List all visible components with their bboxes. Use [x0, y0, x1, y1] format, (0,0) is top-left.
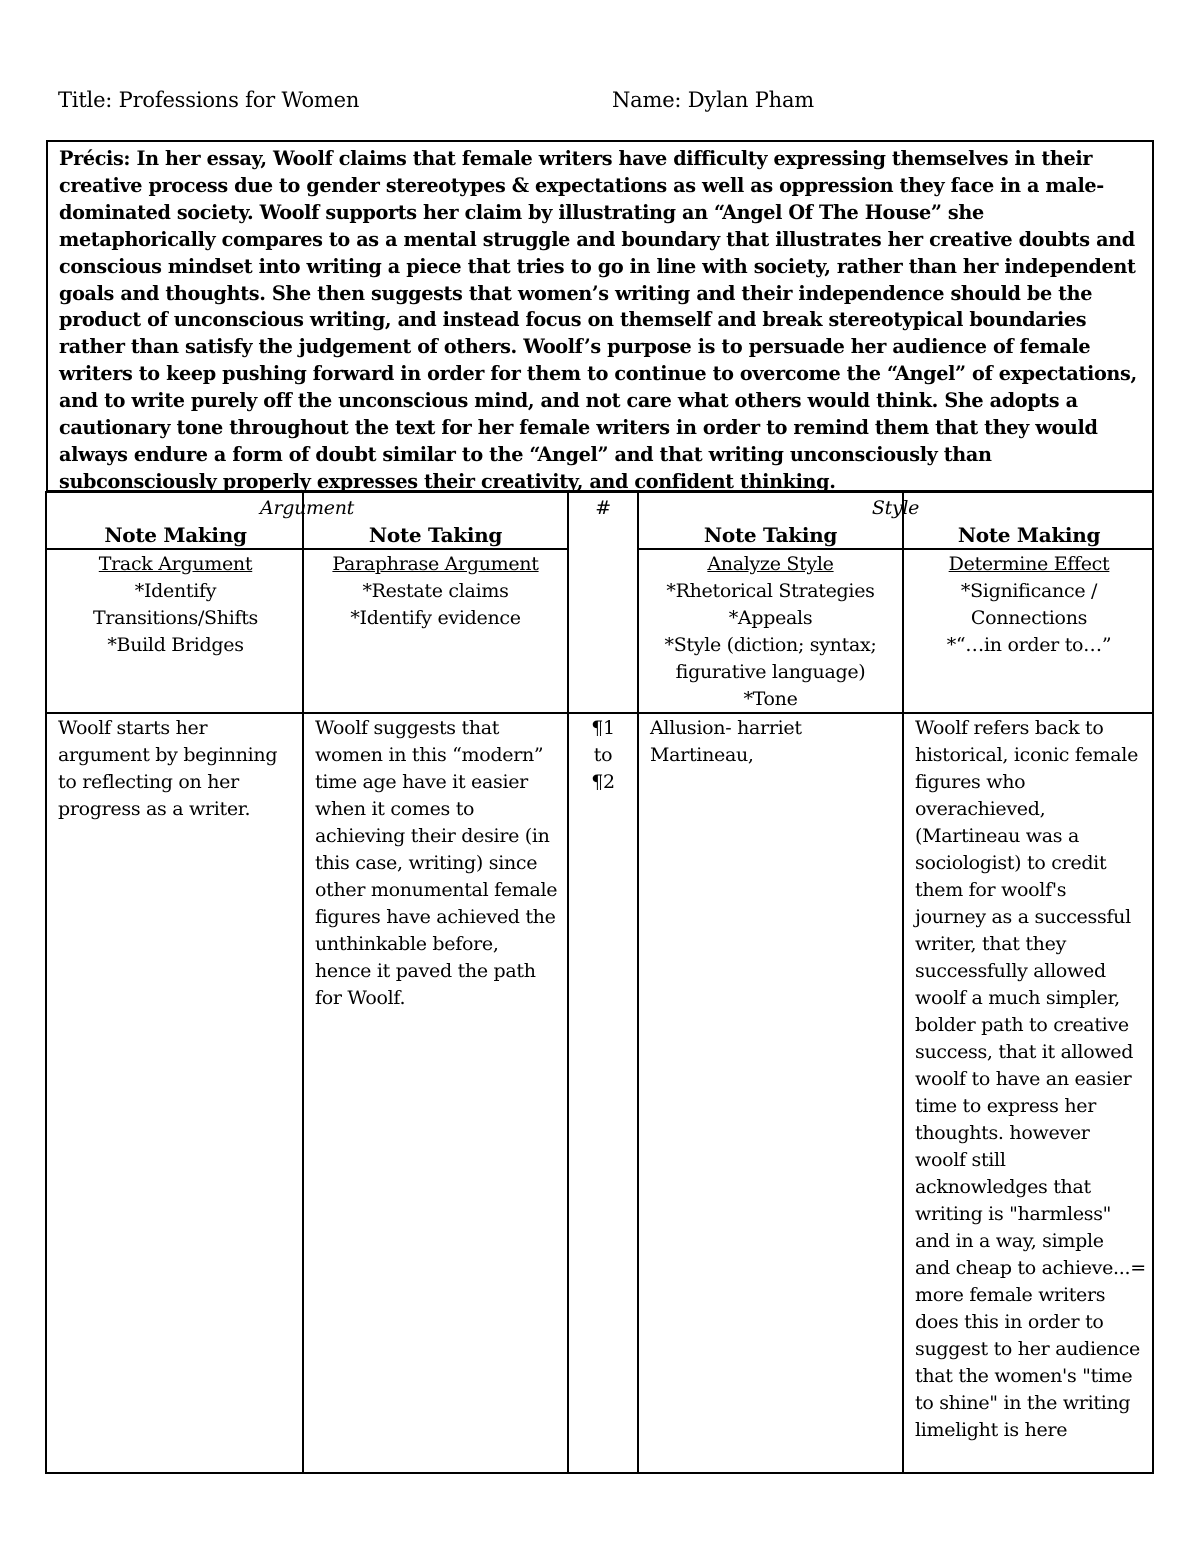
- column-instructions: *Restate claims *Identify evidence: [350, 580, 521, 629]
- paraphrase-notes: Woolf suggests that women in this “modern” time age have it easier when it comes to achieving their desire (in this case, writing) since other monumental female figures have achieved the unthinkable before, hence it paved the path for Woolf.: [315, 717, 558, 1009]
- column-instructions: *Rhetorical Strategies *Appeals *Style (diction; syntax; figurative language) *Tone: [664, 580, 877, 710]
- precis-box: [46, 140, 1154, 492]
- student-name: Name: Dylan Pham: [612, 88, 815, 112]
- argument-label: Argument: [260, 497, 354, 519]
- notes-table: [45, 491, 1154, 1474]
- column-subheading: Determine Effect: [948, 553, 1110, 575]
- column-instructions: *Significance / Connections *“…in order to…”: [946, 580, 1112, 656]
- column-subheading: Track Argument: [98, 553, 253, 575]
- column-heading: Note Making: [104, 523, 247, 547]
- track-argument-notes: Woolf starts her argument by beginning to reflecting on her progress as a writer.: [58, 717, 278, 820]
- style-label: Style: [871, 497, 920, 519]
- column-heading: Note Taking: [368, 523, 503, 547]
- analyze-style-notes: Allusion- harriet Martineau,: [650, 717, 802, 766]
- column-heading: Note Taking: [703, 523, 838, 547]
- precis-text: Précis: In her essay, Woolf claims that female writers have difficulty expressing themselves in their creative process due to gender stereotypes & expectations as well as oppression they face in a male-dominated society. Woolf supports her claim by illustrating an “Angel Of The House” she metaphorically compares to as a mental struggle and boundary that illustrates her creative doubts and conscious mindset into writing a piece that tries to go in line with society, rather than her independent goals and thoughts. She then suggests that women’s writing and their independence should be the product of unconscious writing, and instead focus on themself and break stereotypical boundaries rather than satisfy the judgement of others. Woolf’s purpose is to persuade her audience of female writers to keep pushing forward in order for them to continue to overcome the “Angel” of expectations, and to write purely off the unconscious mind, and not care what others would think. She adopts a cautionary tone throughout the text for her female writers in order to remind them that they would always endure a form of doubt similar to the “Angel” and that writing unconsciously than subconsciously properly expresses their creativity, and confident thinking.: [59, 147, 1137, 493]
- column-heading: Note Making: [957, 523, 1101, 547]
- paragraph-range: ¶1 to ¶2: [591, 717, 615, 793]
- divider: [567, 493, 569, 1472]
- divider: [47, 712, 1152, 714]
- paragraph-number-label: #: [595, 497, 611, 519]
- column-instructions: *Identify Transitions/Shifts *Build Bridges: [92, 580, 259, 656]
- determine-effect-notes: Woolf refers back to historical, iconic female figures who overachieved, (Martineau was a sociologist) to credit them for woolf's journey as a successful writer, that they successfully allowed woolf a much simpler, bolder path to creative success, that it allowed woolf to have an easier time to express her thoughts. however woolf still acknowledges that writing is "harmless" and in a way, simple and cheap to achieve...= more female writers does this in order to suggest to her audience that the women's "time to shine" in the writing limelight is here: [915, 717, 1146, 1441]
- document-title: Title: Professions for Women: [58, 88, 360, 112]
- column-subheading: Paraphrase Argument: [332, 553, 539, 575]
- column-subheading: Analyze Style: [707, 553, 834, 575]
